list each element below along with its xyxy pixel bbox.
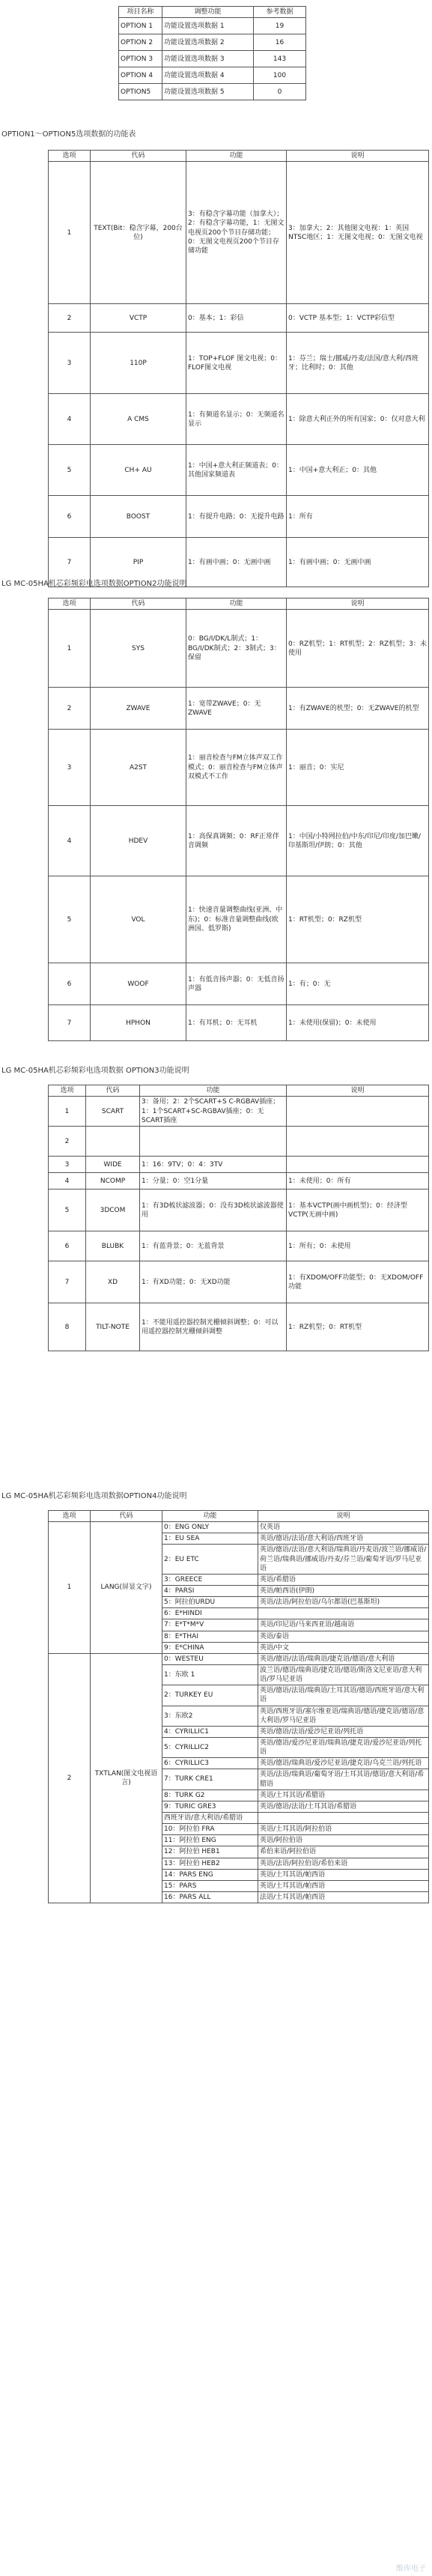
table-cell: 1：有耳机；0：无耳机	[186, 1005, 287, 1041]
column-header: 代码	[86, 1085, 140, 1097]
table-cell: A CMS	[91, 394, 186, 445]
table-cell	[140, 1127, 287, 1157]
table-cell: 2	[49, 304, 91, 333]
table-cell: 0：WESTEU	[162, 1653, 258, 1664]
table-cell: 7：TURK CRE1	[162, 1769, 258, 1789]
table-cell: 功能设置选项数据 3	[162, 51, 254, 67]
table-cell: 波兰语/德语/瑞典语/捷克语/德语/斯洛文尼亚语/意大利语/罗马尼亚语	[258, 1664, 429, 1685]
table-row	[49, 1189, 429, 1231]
table-cell: 6：CYRILLIC3	[162, 1758, 258, 1769]
table-cell: 英语/法语/阿拉伯语/希伯来语	[258, 1858, 429, 1869]
table-cell: 英语/法语/瑞典语/葡萄牙语/土耳其语/德语/意大利语/希腊语	[258, 1769, 429, 1789]
table-cell: TXTLAN(图文电视语言)	[91, 1653, 162, 1903]
table-cell	[258, 1608, 429, 1619]
column-header: 功能	[140, 1085, 287, 1097]
table-cell: 2	[49, 1653, 91, 1903]
table-cell: 15：PARS	[162, 1880, 258, 1891]
column-header: 调整功能	[162, 7, 254, 18]
table-cell: WOOF	[91, 963, 186, 1005]
watermark: 维库电子	[396, 2565, 426, 2573]
table-row	[119, 84, 306, 100]
table-cell: 9：TURIC GRE3	[162, 1801, 258, 1812]
table-cell: 英语/德语/法语/爱沙尼亚语/列托语	[258, 1726, 429, 1737]
column-header: 选项	[49, 151, 91, 162]
column-header: 代码	[91, 598, 186, 610]
table-cell: 1：有XD功能；0：无XD功能	[140, 1261, 287, 1303]
table-cell: 0：ENG ONLY	[162, 1522, 258, 1533]
table-cell: VOL	[91, 876, 186, 963]
table-row	[49, 162, 429, 304]
table-cell: 110P	[91, 333, 186, 394]
table-row	[49, 304, 429, 333]
table-cell: 1：16：9TV；0：4：3TV	[140, 1157, 287, 1173]
table-cell: 16：PARS ALL	[162, 1891, 258, 1903]
table-cell: 1：EU SEA	[162, 1533, 258, 1545]
table-row	[119, 67, 306, 84]
table-cell: 1：不能用遥控器控制光栅倾斜调整；0：可以用遥控器控制光栅倾斜调整	[140, 1303, 287, 1351]
table-cell: 1	[49, 1097, 86, 1127]
section-heading-option2: LG MC-05HA机芯彩频彩电选项数据OPTION2功能说明	[1, 580, 187, 588]
table-cell: SCART	[86, 1097, 140, 1127]
column-header: 说明	[287, 1085, 429, 1097]
section-heading-option4: LG MC-05HA机芯彩频彩电选项数据OPTION4功能说明	[1, 1492, 187, 1500]
table-row	[49, 1653, 429, 1664]
table-cell: 7	[49, 1261, 86, 1303]
table-cell: 英语/中文	[258, 1642, 429, 1653]
table-row	[49, 610, 429, 688]
column-header: 代码	[91, 151, 186, 162]
table-cell: 功能设置选项数据 2	[162, 34, 254, 51]
table-cell: 1	[49, 610, 91, 688]
column-header: 说明	[287, 598, 429, 610]
table-cell: OPTION 3	[119, 51, 162, 67]
table-cell: 3	[49, 730, 91, 806]
table-cell: 1：丽音检查与FM立体声双工作模式；0：丽音检查与FM立体声双模式不工作	[186, 730, 287, 806]
table-cell: 2	[49, 1127, 86, 1157]
table-cell: 1	[49, 1522, 91, 1654]
table-cell: 1：有提升电路；0：无提升电路	[186, 496, 287, 538]
table-row	[49, 333, 429, 394]
table-cell: 6：E*HINDI	[162, 1608, 258, 1619]
table-cell: 5	[49, 1189, 86, 1231]
table-cell: TILT-NOTE	[86, 1303, 140, 1351]
table-cell: 1：基本VCTP(画中画机型)；0：经济型VCTP(无画中画)	[287, 1189, 429, 1231]
table-cell: 1：未使用(保留)；0：未使用	[287, 1005, 429, 1041]
table-cell: 0：RZ机型；1：RT机型；2：RZ机型；3：未使用	[287, 610, 429, 688]
table-header-row	[119, 7, 306, 18]
table-cell: 1：中国+意大利正频道表；0：其他国家频道表	[186, 445, 287, 496]
table-cell: 13：阿拉伯 HEB2	[162, 1858, 258, 1869]
table-cell	[86, 1127, 140, 1157]
table-row	[49, 806, 429, 876]
table-cell: 1：东欧 1	[162, 1664, 258, 1685]
table-cell: 2	[49, 688, 91, 730]
table-cell: 英语/法语/阿拉伯语/乌尔都语(巴基斯坦)	[258, 1597, 429, 1608]
table-cell: 0：BG/I/DK/L制式；1：BG/I/DK制式；2：3制式；3：保留	[186, 610, 287, 688]
section-heading-option1-5: OPTION1～OPTION5选项数据的功能表	[1, 130, 136, 139]
column-header: 功能	[186, 151, 287, 162]
table-cell: ZWAVE	[91, 688, 186, 730]
table-row	[49, 730, 429, 806]
table-cell: 3：东欧2	[162, 1706, 258, 1726]
table-cell: 1：除意大利正外的所有国家；0：仅对意大利	[287, 394, 429, 445]
table-cell: 3	[49, 333, 91, 394]
table-cell: XD	[86, 1261, 140, 1303]
table-cell: 1：中国+意大利正；0：其他	[287, 445, 429, 496]
table-cell: HPHON	[91, 1005, 186, 1041]
table-cell: 1：芬兰；瑞士/挪威/丹麦/法国/意大利/西班牙；比利时；0：其他	[287, 333, 429, 394]
table-cell: 8	[49, 1303, 86, 1351]
table-cell: 功能设置选项数据 5	[162, 84, 254, 100]
option4-table	[48, 1510, 429, 1903]
table-cell: 1：有ZWAVE的机型；0：无ZWAVE的机型	[287, 688, 429, 730]
table-cell: 英语/德语/法语/意大利语/西班牙语	[258, 1533, 429, 1545]
table-cell: 4	[49, 1173, 86, 1189]
table-cell: 英语/西班牙语/塞尔维亚语/瑞典语/德语/捷克语/德语/意大利语/罗马尼亚语	[258, 1706, 429, 1726]
table-cell: 1：中国/小特网拉伯/中东/印尼/印度/加巴嫩/印基斯坦/伊朗；0：其他	[287, 806, 429, 876]
table-cell: 4	[49, 394, 91, 445]
table-cell: 英语/印尼语/马来西亚语/越南语	[258, 1619, 429, 1631]
column-header: 功能	[162, 1511, 258, 1522]
column-header: 选项	[49, 1511, 91, 1522]
table-cell: 1：所有；0：未使用	[287, 1231, 429, 1261]
table-cell: 6	[49, 496, 91, 538]
table-cell: 4：PARSI	[162, 1585, 258, 1596]
table-cell: 3：GREECE	[162, 1574, 258, 1585]
table-cell: 英语/土耳其语/帕西语	[258, 1869, 429, 1880]
table-cell: 英语/土耳其语/阿拉伯语	[258, 1824, 429, 1835]
table-row	[49, 1157, 429, 1173]
table-cell: BLUBK	[86, 1231, 140, 1261]
table-cell: 5	[49, 876, 91, 963]
table-row	[49, 1127, 429, 1157]
table-cell: LANG(屏显文字)	[91, 1522, 162, 1654]
table-cell: 10：阿拉伯 FRA	[162, 1824, 258, 1835]
option2-table	[48, 598, 429, 1041]
table-row	[49, 1261, 429, 1303]
table-cell: CH+ AU	[91, 445, 186, 496]
table-cell: OPTION 2	[119, 34, 162, 51]
table-cell: 英语/德语/法语/意大利语/瑞典语/丹麦语/波兰语/挪威语/荷兰语/瑞典语/挪威语/丹麦/芬兰语/葡萄牙语/罗马尼亚语	[258, 1545, 429, 1574]
table-cell: 功能设置选项数据 4	[162, 67, 254, 84]
table-cell: 2：EU ETC	[162, 1545, 258, 1574]
column-header: 功能	[186, 598, 287, 610]
table-cell: 0：基本；1：彩信	[186, 304, 287, 333]
table-cell: WIDE	[86, 1157, 140, 1173]
table-row	[49, 1005, 429, 1041]
table-cell: 英语/土耳其语/帕西语	[258, 1880, 429, 1891]
table-cell: PIP	[91, 538, 186, 587]
table-cell: 3DCOM	[86, 1189, 140, 1231]
table-header-row	[49, 151, 429, 162]
table-cell: 仅英语	[258, 1522, 429, 1533]
table-cell: 英语/德语/法语/瑞典语/土耳其语/德语/西班牙语/意大利语	[258, 1685, 429, 1706]
table-cell: 3：备用；2：2个SCART+S C-RGBAV插座；1：1个SCART+SC-RGBAV插座；0：无SCART插座	[140, 1097, 287, 1127]
table-header-row	[49, 1511, 429, 1522]
table-row	[119, 18, 306, 34]
table-cell: OPTION 1	[119, 18, 162, 34]
table-cell: 4：CYRILLIC1	[162, 1726, 258, 1737]
table-cell: 12：阿拉伯 HEB1	[162, 1846, 258, 1858]
table-cell: HDEV	[91, 806, 186, 876]
table-cell: OPTION5	[119, 84, 162, 100]
table-cell: 8：E*THAI	[162, 1631, 258, 1642]
table-cell: 1：RT机型；0：RZ机型	[287, 876, 429, 963]
table-cell: 1：有XDOM/OFF功能型；0：无XDOM/OFF功能	[287, 1261, 429, 1303]
table-cell	[287, 1157, 429, 1173]
table-cell: 1：有蓝背景；0：无蓝背景	[140, 1231, 287, 1261]
table-row	[49, 1097, 429, 1127]
column-header: 说明	[258, 1511, 429, 1522]
table-cell: 英语/希腊语	[258, 1574, 429, 1585]
table-cell: 1：有频道名显示；0：无频道名显示	[186, 394, 287, 445]
table-cell: 英语/德语/法语/土耳其语/希腊语	[258, 1801, 429, 1812]
table-cell: NCOMP	[86, 1173, 140, 1189]
table-cell: 英语/德语/爱沙尼亚语/瑞典语/捷克语/爱沙尼亚语/列托语	[258, 1737, 429, 1757]
table-cell: 1：有3D梳状滤波器；0：没有3D梳状滤波器使用	[140, 1189, 287, 1231]
table-cell: 6	[49, 1231, 86, 1261]
table-cell: 4	[49, 806, 91, 876]
table-cell: 3：有稳含字幕功能（加拿大）；2：有稳含字幕功能，1：无图文电视页200个节目存储功能；0：无图文电视页200个节目存储功能	[186, 162, 287, 304]
table-header-row	[49, 1085, 429, 1097]
table-cell: 143	[254, 51, 306, 67]
table-cell: 1：快速音量调整曲线(亚洲、中东)；0：标准音量调整曲线(欧洲国、低罗斯)	[186, 876, 287, 963]
table-row	[49, 394, 429, 445]
table-cell: 1：RZ机型；0：RT机型	[287, 1303, 429, 1351]
table-cell: 7	[49, 538, 91, 587]
column-header: 代码	[91, 1511, 162, 1522]
table-cell: 1：有；0：无	[287, 963, 429, 1005]
table-cell: 14：PARS ENG	[162, 1869, 258, 1880]
section-heading-option3: LG MC-05HA机芯彩频彩电选项数据 OPTION3功能说明	[1, 1067, 189, 1075]
table-row	[49, 963, 429, 1005]
table-cell: 功能设置选项数据 1	[162, 18, 254, 34]
table-cell: 8：TURK G2	[162, 1789, 258, 1801]
table-cell: 1：未使用；0：所有	[287, 1173, 429, 1189]
table-cell: 6	[49, 963, 91, 1005]
table-row	[119, 51, 306, 67]
table-cell: 1：所有	[287, 496, 429, 538]
table-row	[49, 1303, 429, 1351]
table-cell: 100	[254, 67, 306, 84]
option-summary-table	[118, 6, 306, 100]
table-cell: 16	[254, 34, 306, 51]
table-cell: 3	[49, 1157, 86, 1173]
table-cell: 3：加拿大；2：其他图文电视：1：英国NTSC地区；1：无图文电视；0：无图文电视	[287, 162, 429, 304]
table-cell: 1：TOP+FLOF 图文电视；0：FLOF图文电视	[186, 333, 287, 394]
table-cell: 0	[254, 84, 306, 100]
table-cell: SYS	[91, 610, 186, 688]
table-cell	[287, 1097, 429, 1127]
table-cell: 1：有画中画；0：无画中画	[287, 538, 429, 587]
table-cell: TEXT(Bit：稳含字幕，200台位)	[91, 162, 186, 304]
table-header-row	[49, 598, 429, 610]
table-cell: 11：阿拉伯 ENG	[162, 1835, 258, 1846]
table-cell: VCTP	[91, 304, 186, 333]
column-header: 选项	[49, 598, 91, 610]
table-cell	[287, 1127, 429, 1157]
table-cell: 1：分量；0：空1分量	[140, 1173, 287, 1189]
table-cell: 英语/德语/瑞典语/爱沙尼亚语/捷克语/乌克兰语/列托语	[258, 1758, 429, 1769]
table-cell: 0：VCTP 基本型；1：VCTP彩信型	[287, 304, 429, 333]
column-header: 选项	[49, 1085, 86, 1097]
table-cell: 1：宽带ZWAVE；0：无ZWAVE	[186, 688, 287, 730]
table-cell: 5：阿拉伯URDU	[162, 1597, 258, 1608]
table-cell: 1：丽音；0：实尼	[287, 730, 429, 806]
column-header: 参考数据	[254, 7, 306, 18]
table-cell: 9：E*CHINA	[162, 1642, 258, 1653]
table-cell: 5：CYRILLIC2	[162, 1737, 258, 1757]
table-row	[49, 1522, 429, 1533]
table-cell: 1：有低音扬声器；0：无低音扬声器	[186, 963, 287, 1005]
table-cell: BOOST	[91, 496, 186, 538]
table-cell: 1	[49, 162, 91, 304]
table-cell: 法语/土耳其语/帕西语	[258, 1891, 429, 1903]
table-cell: 英语/泰语	[258, 1631, 429, 1642]
table-cell: 英语/土耳其语/希腊语	[258, 1789, 429, 1801]
table-cell: 希伯来语/阿拉伯语	[258, 1846, 429, 1858]
table-row	[49, 445, 429, 496]
table-row	[49, 1231, 429, 1261]
table-row	[49, 688, 429, 730]
table-row	[119, 34, 306, 51]
table-cell: 7	[49, 1005, 91, 1041]
option1-table	[48, 150, 429, 587]
table-cell: 英语/阿拉伯语	[258, 1835, 429, 1846]
table-cell: 1：有画中画；0：无画中画	[186, 538, 287, 587]
table-cell: 西班牙语/意大利语/希腊语	[162, 1812, 258, 1823]
option3-table	[48, 1085, 429, 1351]
table-cell: 1：高保真调频；0：RF正常伴音调频	[186, 806, 287, 876]
table-cell: 19	[254, 18, 306, 34]
table-row	[49, 876, 429, 963]
table-cell: 2：TURKEY EU	[162, 1685, 258, 1706]
table-row	[49, 1173, 429, 1189]
table-cell: OPTION 4	[119, 67, 162, 84]
table-cell: 英语/德语/法语/瑞典语/捷克语/德语/意大利语	[258, 1653, 429, 1664]
column-header: 项目名称	[119, 7, 162, 18]
table-cell	[258, 1812, 429, 1823]
table-cell: 7：E*T*M*V	[162, 1619, 258, 1631]
column-header: 说明	[287, 151, 429, 162]
table-cell: 5	[49, 445, 91, 496]
table-cell: 英语/帕西语(伊朗)	[258, 1585, 429, 1596]
table-cell: A2ST	[91, 730, 186, 806]
table-row	[49, 496, 429, 538]
